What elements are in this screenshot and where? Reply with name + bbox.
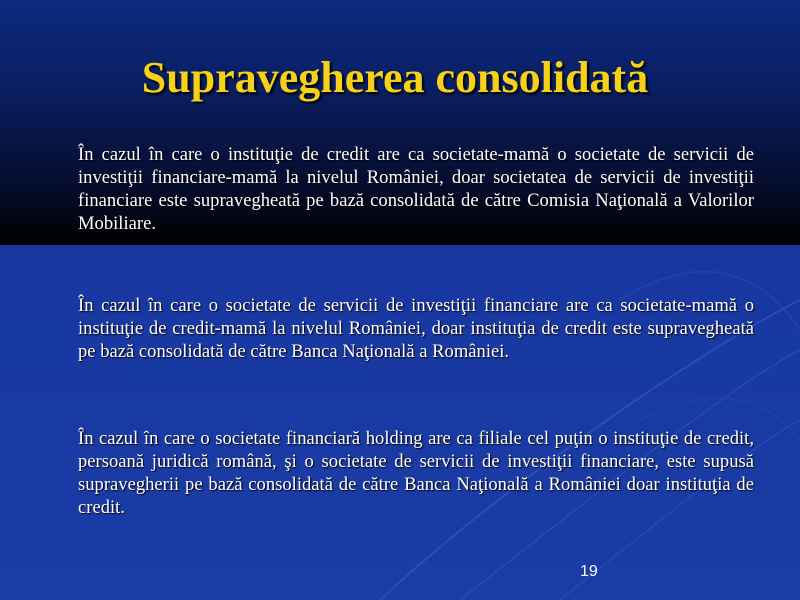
slide-title: Supravegherea consolidată — [141, 53, 649, 102]
paragraph-3: În cazul în care o societate financiară holding are ca filiale cel puţin o instituţie de credit, persoană juridică română, şi o societate de servicii de investiţii financiare, este supusă supravegherii pe bază consolidată de către Banca Naţională a României doar instituţia de credit. — [78, 428, 754, 518]
paragraph-1: În cazul în care o instituţie de credit are ca societate-mamă o societate de servicii de investiţii financiare-mamă la nivelul României, doar societatea de servicii de investiţii financiare este supravegheată pe bază consolidată de către Comisia Naţională a Valorilor Mobiliare. — [78, 144, 754, 234]
paragraph-2: În cazul în care o societate de servicii de investiţii financiare are ca societate-mamă o instituţie de credit-mamă la nivelul României, doar instituţia de credit este supravegheată pe bază consolidată de către Banca Naţională a României. — [78, 295, 754, 362]
page-number: 19 — [580, 563, 598, 580]
